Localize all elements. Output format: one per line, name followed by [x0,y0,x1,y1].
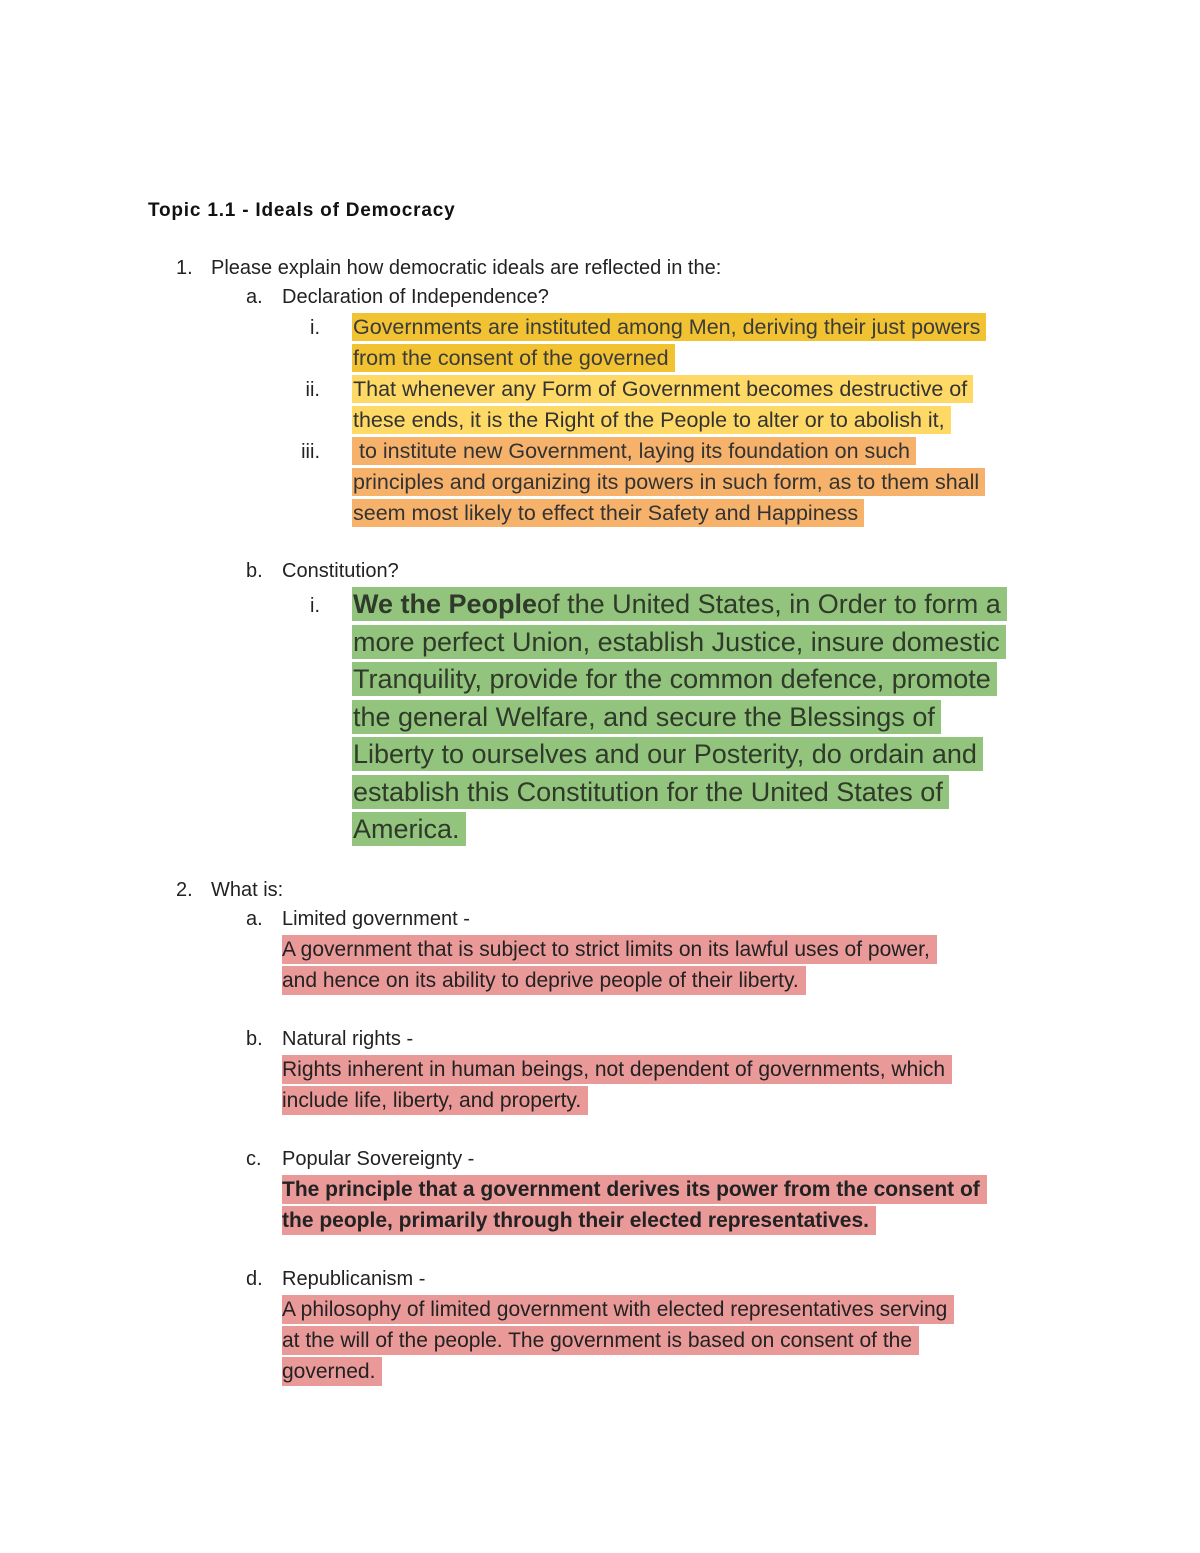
q1b-i-marker: i. [310,595,320,617]
q2a-label: Limited government - [282,908,470,930]
definition-republicanism [282,1294,954,1387]
definition-line: Rights inherent in human beings, not dependent of governments, which [282,1055,952,1084]
preamble-line: Liberty to ourselves and our Posterity, do ordain and [352,737,983,771]
q1a-marker: a. [246,286,263,308]
q1a-ii-marker: ii. [305,379,320,401]
definition-line: at the will of the people. The government is based on consent of the [282,1326,919,1355]
q1a-i-marker: i. [310,317,320,339]
definition-popular-sovereignty [282,1174,987,1236]
declaration-quote-3 [352,436,985,529]
preamble-line: establish this Constitution for the United States of [352,775,949,809]
q2c-label: Popular Sovereignty - [282,1148,475,1170]
q2-prompt: What is: [211,879,284,901]
q2-number: 2. [176,879,193,901]
definition-line: governed. [282,1357,382,1386]
q2a-marker: a. [246,908,263,930]
definition-natural-rights [282,1054,952,1116]
preamble-line: the general Welfare, and secure the Blessings of [352,700,941,734]
quote-line: Governments are instituted among Men, deriving their just powers [352,313,986,341]
document-title: Topic 1.1 - Ideals of Democracy [148,200,456,221]
q2d-label: Republicanism - [282,1268,426,1290]
quote-line: to institute new Government, laying its foundation on such [352,437,916,465]
definition-line: and hence on its ability to deprive people of their liberty. [282,966,806,995]
q2b-marker: b. [246,1028,263,1050]
quote-line: That whenever any Form of Government becomes destructive of [352,375,973,403]
q2c-marker: c. [246,1148,262,1170]
preamble-emphasis: We the People [353,589,538,619]
q2d-marker: d. [246,1268,263,1290]
preamble-line: Tranquility, provide for the common defence, promote [352,662,997,696]
quote-line: principles and organizing its powers in such form, as to them shall [352,468,985,496]
quote-line: these ends, it is the Right of the People to alter or to abolish it, [352,406,951,434]
q1-prompt: Please explain how democratic ideals are reflected in the: [211,257,722,279]
q1b-marker: b. [246,560,263,582]
q1b-label: Constitution? [282,560,399,582]
q1a-iii-marker: iii. [301,441,320,463]
quote-line: from the consent of the governed [352,344,675,372]
quote-line: seem most likely to effect their Safety and Happiness [352,499,864,527]
declaration-quote-2 [352,374,973,436]
q1a-label: Declaration of Independence? [282,286,549,308]
declaration-quote-1 [352,312,986,374]
preamble-first-rest: of the United States, in Order to form a [537,589,1001,619]
q1-number: 1. [176,257,193,279]
preamble-line: America. [352,812,466,846]
preamble-line [352,587,1007,621]
definition-line: A philosophy of limited government with elected representatives serving [282,1295,954,1324]
definition-line: A government that is subject to strict limits on its lawful uses of power, [282,935,937,964]
definition-line: The principle that a government derives its power from the consent of [282,1175,987,1204]
constitution-preamble [352,586,1007,849]
definition-limited-government [282,934,937,996]
preamble-line: more perfect Union, establish Justice, insure domestic [352,625,1006,659]
definition-line: include life, liberty, and property. [282,1086,588,1115]
definition-line: the people, primarily through their elected representatives. [282,1206,876,1235]
q2b-label: Natural rights - [282,1028,414,1050]
